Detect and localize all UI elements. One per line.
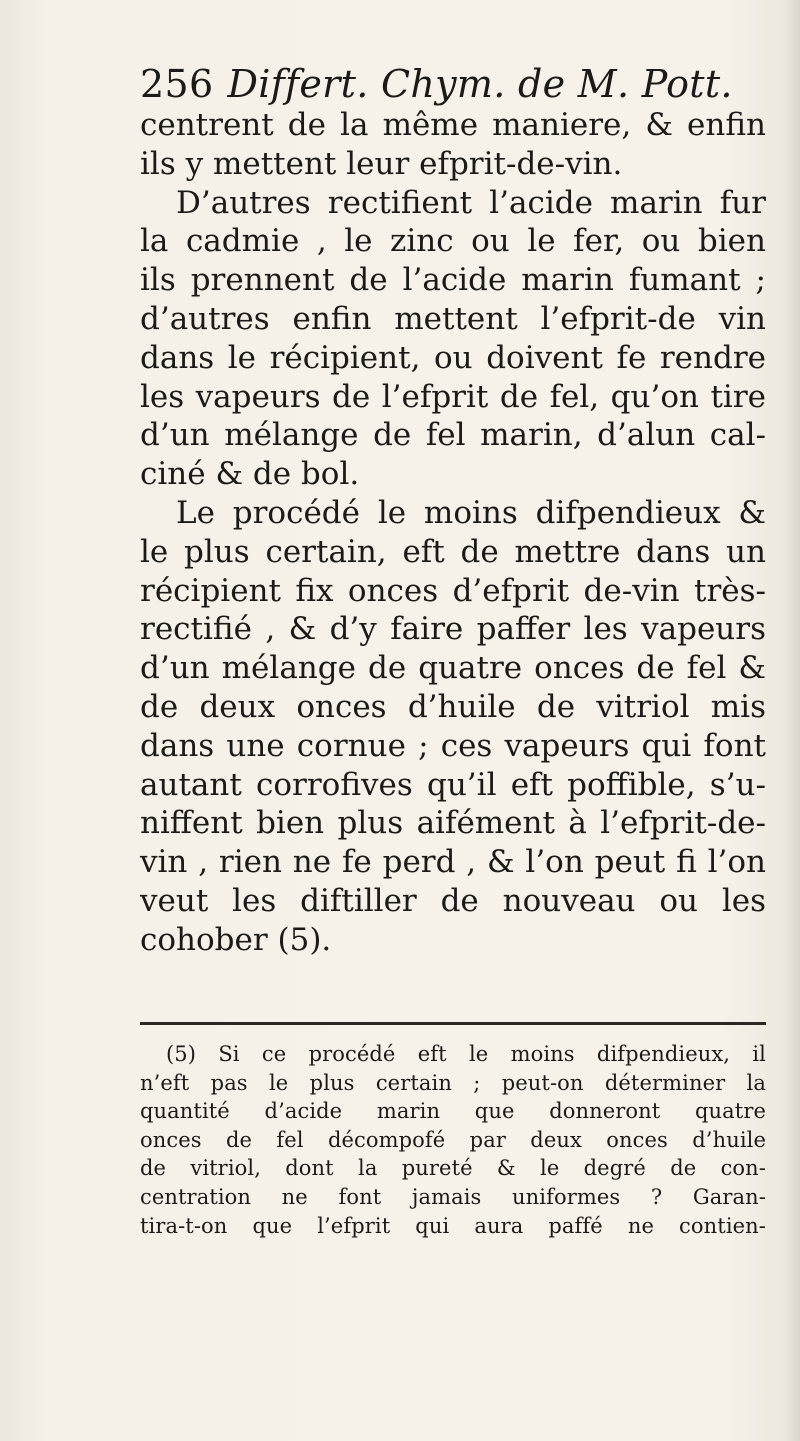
footnote	[140, 1040, 766, 1240]
body-line: ciné & de bol.	[140, 456, 360, 493]
body-line: les vapeurs de l’efprit de fel, qu’on tire	[140, 378, 766, 415]
body-line: Le procédé le moins difpendieux &	[176, 494, 766, 531]
running-head	[140, 62, 733, 106]
footnote-line: centration ne font jamais uniformes ? Garan-	[140, 1184, 766, 1209]
body-line: le plus certain, eft de mettre dans un	[140, 533, 766, 570]
body-line: autant corrofives qu’il eft poffible, s’u-	[140, 766, 766, 803]
body-line: récipient fix onces d’efprit de-vin très-	[140, 572, 766, 609]
body-line: niffent bien plus aifément à l’efprit-de-	[140, 805, 766, 842]
body-line: cohober (5).	[140, 921, 332, 958]
footnote-line: onces de fel décompofé par deux onces d’huile	[140, 1127, 766, 1152]
footnote-line: de vitriol, dont la pureté & le degré de con-	[140, 1156, 766, 1181]
body-line: ils prennent de l’acide marin fumant ;	[140, 262, 766, 299]
footnote-rule	[140, 1022, 766, 1025]
body-line: la cadmie , le zinc ou le fer, ou bien	[140, 223, 766, 260]
page-edge-shadow	[786, 0, 800, 1441]
body-line: d’autres enfin mettent l’efprit-de vin	[140, 300, 766, 337]
body-line: centrent de la même maniere, & enfin	[140, 107, 766, 143]
body-line: d’un mélange de fel marin, d’alun cal-	[140, 417, 766, 454]
body-line: dans une cornue ; ces vapeurs qui font	[140, 727, 766, 764]
body-text	[140, 106, 766, 960]
body-line: D’autres rectifient l’acide marin fur	[176, 184, 766, 221]
body-line: de deux onces d’huile de vitriol mis	[140, 688, 766, 725]
page-number: 256	[140, 62, 214, 106]
footnote-line: tira-t-on que l’efprit qui aura paffé ne contien-	[140, 1213, 766, 1238]
body-line: vin , rien ne fe perd , & l’on peut fi l’on	[140, 844, 766, 881]
body-line: rectifié , & d’y faire paffer les vapeurs	[140, 611, 766, 648]
body-line: dans le récipient, ou doivent fe rendre	[140, 339, 766, 376]
body-line: d’un mélange de quatre onces de fel &	[140, 650, 766, 687]
footnote-line: n’eft pas le plus certain ; peut-on déterminer la	[140, 1070, 766, 1095]
footnote-line: (5) Si ce procédé eft le moins difpendieux, il	[166, 1042, 766, 1066]
body-line: veut les diftiller de nouveau ou les	[140, 882, 766, 919]
running-title: Differt. Chym. de M. Pott.	[227, 62, 733, 106]
body-line: ils y mettent leur efprit-de-vin.	[140, 145, 623, 182]
footnote-line: quantité d’acide marin que donneront quatre	[140, 1099, 766, 1124]
